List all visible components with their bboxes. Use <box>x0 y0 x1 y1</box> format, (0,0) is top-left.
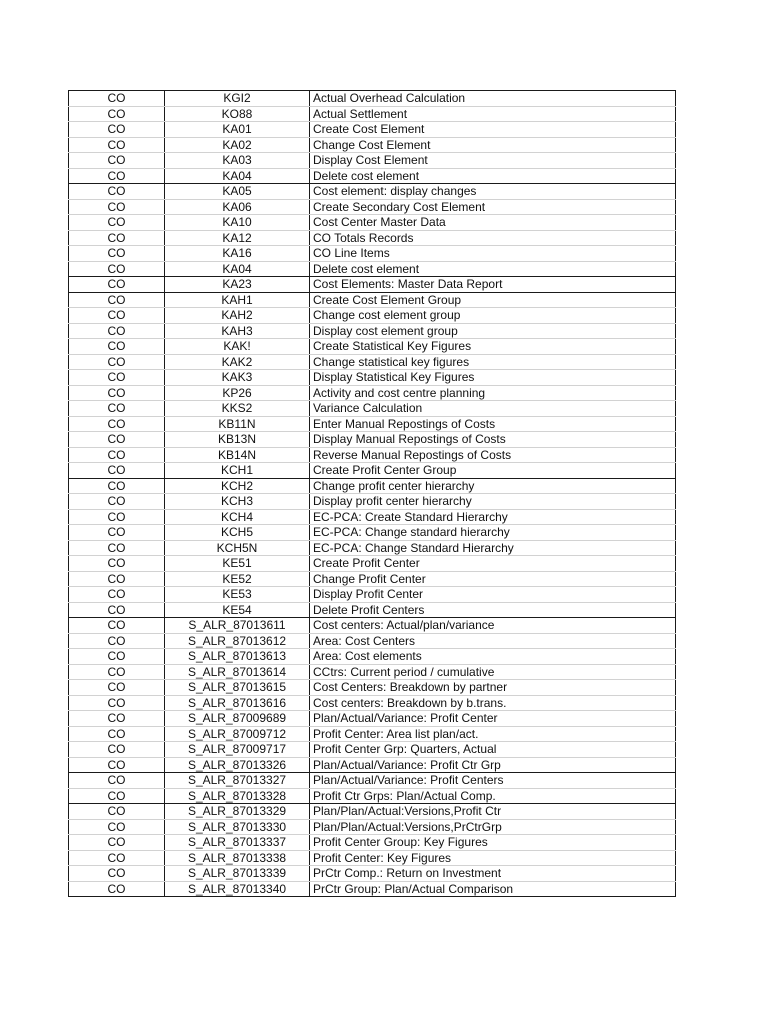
transaction-code-cell: KCH1 <box>165 463 310 479</box>
description-cell: Change cost element group <box>310 308 676 324</box>
module-cell: CO <box>69 618 165 634</box>
module-cell: CO <box>69 168 165 184</box>
table-row <box>69 153 676 169</box>
module-cell: CO <box>69 540 165 556</box>
description-cell: PrCtr Group: Plan/Actual Comparison <box>310 881 676 897</box>
module-cell: CO <box>69 261 165 277</box>
transaction-code-cell: KP26 <box>165 385 310 401</box>
transaction-code-cell: S_ALR_87013330 <box>165 819 310 835</box>
description-cell: Cost centers: Breakdown by b.trans. <box>310 695 676 711</box>
description-cell: PrCtr Comp.: Return on Investment <box>310 866 676 882</box>
table-row <box>69 649 676 665</box>
description-cell: EC-PCA: Create Standard Hierarchy <box>310 509 676 525</box>
description-cell: Change statistical key figures <box>310 354 676 370</box>
table-row <box>69 664 676 680</box>
table-row <box>69 168 676 184</box>
table-row <box>69 509 676 525</box>
transaction-code-cell: KA06 <box>165 199 310 215</box>
module-cell: CO <box>69 385 165 401</box>
module-cell: CO <box>69 509 165 525</box>
description-cell: Variance Calculation <box>310 401 676 417</box>
transaction-code-cell: KAH3 <box>165 323 310 339</box>
table-row <box>69 385 676 401</box>
transaction-code-cell: S_ALR_87013327 <box>165 773 310 789</box>
description-cell: CO Line Items <box>310 246 676 262</box>
description-cell: Cost Elements: Master Data Report <box>310 277 676 293</box>
table-row <box>69 633 676 649</box>
description-cell: Display Profit Center <box>310 587 676 603</box>
transaction-code-cell: KAK! <box>165 339 310 355</box>
description-cell: Cost Centers: Breakdown by partner <box>310 680 676 696</box>
table-row <box>69 230 676 246</box>
transaction-code-table <box>68 90 676 897</box>
transaction-code-cell: S_ALR_87013616 <box>165 695 310 711</box>
description-cell: CO Totals Records <box>310 230 676 246</box>
module-cell: CO <box>69 246 165 262</box>
module-cell: CO <box>69 804 165 820</box>
description-cell: Area: Cost elements <box>310 649 676 665</box>
description-cell: Enter Manual Repostings of Costs <box>310 416 676 432</box>
description-cell: Create Secondary Cost Element <box>310 199 676 215</box>
table-row <box>69 463 676 479</box>
transaction-code-cell: KB13N <box>165 432 310 448</box>
module-cell: CO <box>69 695 165 711</box>
transaction-code-cell: S_ALR_87009717 <box>165 742 310 758</box>
module-cell: CO <box>69 199 165 215</box>
transaction-code-cell: KA16 <box>165 246 310 262</box>
table-row <box>69 571 676 587</box>
transaction-code-cell: KCH5 <box>165 525 310 541</box>
description-cell: Create Profit Center Group <box>310 463 676 479</box>
module-cell: CO <box>69 370 165 386</box>
transaction-code-cell: KGI2 <box>165 91 310 107</box>
transaction-code-cell: KAK3 <box>165 370 310 386</box>
table-row <box>69 773 676 789</box>
table-row <box>69 91 676 107</box>
module-cell: CO <box>69 664 165 680</box>
module-cell: CO <box>69 106 165 122</box>
module-cell: CO <box>69 277 165 293</box>
table-row <box>69 261 676 277</box>
table-row <box>69 850 676 866</box>
table-row <box>69 277 676 293</box>
transaction-code-cell: S_ALR_87013329 <box>165 804 310 820</box>
module-cell: CO <box>69 819 165 835</box>
table-row <box>69 215 676 231</box>
module-cell: CO <box>69 556 165 572</box>
module-cell: CO <box>69 711 165 727</box>
transaction-code-cell: KB11N <box>165 416 310 432</box>
table-row <box>69 292 676 308</box>
table-row <box>69 881 676 897</box>
module-cell: CO <box>69 478 165 494</box>
description-cell: Profit Center: Key Figures <box>310 850 676 866</box>
table-row <box>69 602 676 618</box>
table-row <box>69 401 676 417</box>
transaction-code-cell: KA04 <box>165 261 310 277</box>
description-cell: Display cost element group <box>310 323 676 339</box>
description-cell: Profit Center: Area list plan/act. <box>310 726 676 742</box>
description-cell: Plan/Actual/Variance: Profit Centers <box>310 773 676 789</box>
table-row <box>69 711 676 727</box>
description-cell: Area: Cost Centers <box>310 633 676 649</box>
description-cell: Create Statistical Key Figures <box>310 339 676 355</box>
transaction-code-cell: KCH5N <box>165 540 310 556</box>
module-cell: CO <box>69 587 165 603</box>
module-cell: CO <box>69 649 165 665</box>
table-row <box>69 556 676 572</box>
description-cell: Plan/Actual/Variance: Profit Center <box>310 711 676 727</box>
transaction-code-cell: KAK2 <box>165 354 310 370</box>
table-row <box>69 680 676 696</box>
transaction-code-cell: KE54 <box>165 602 310 618</box>
description-cell: Create Profit Center <box>310 556 676 572</box>
table-row <box>69 246 676 262</box>
transaction-code-cell: KE52 <box>165 571 310 587</box>
table-row <box>69 788 676 804</box>
description-cell: Change Profit Center <box>310 571 676 587</box>
description-cell: Change profit center hierarchy <box>310 478 676 494</box>
table-row <box>69 540 676 556</box>
table-row <box>69 757 676 773</box>
module-cell: CO <box>69 525 165 541</box>
transaction-code-cell: KO88 <box>165 106 310 122</box>
table-row <box>69 370 676 386</box>
transaction-code-cell: S_ALR_87013613 <box>165 649 310 665</box>
transaction-code-cell: S_ALR_87013614 <box>165 664 310 680</box>
table-row <box>69 199 676 215</box>
description-cell: Cost Center Master Data <box>310 215 676 231</box>
module-cell: CO <box>69 230 165 246</box>
transaction-code-cell: KA04 <box>165 168 310 184</box>
description-cell: EC-PCA: Change standard hierarchy <box>310 525 676 541</box>
description-cell: Actual Overhead Calculation <box>310 91 676 107</box>
table-row <box>69 432 676 448</box>
description-cell: Cost centers: Actual/plan/variance <box>310 618 676 634</box>
module-cell: CO <box>69 835 165 851</box>
transaction-code-cell: KCH2 <box>165 478 310 494</box>
module-cell: CO <box>69 416 165 432</box>
table-row <box>69 122 676 138</box>
transaction-code-cell: S_ALR_87013326 <box>165 757 310 773</box>
module-cell: CO <box>69 339 165 355</box>
table-row <box>69 587 676 603</box>
module-cell: CO <box>69 866 165 882</box>
module-cell: CO <box>69 323 165 339</box>
module-cell: CO <box>69 742 165 758</box>
table-row <box>69 447 676 463</box>
transaction-code-cell: S_ALR_87009689 <box>165 711 310 727</box>
module-cell: CO <box>69 91 165 107</box>
transaction-code-cell: KA23 <box>165 277 310 293</box>
transaction-code-cell: KA02 <box>165 137 310 153</box>
transaction-code-cell: S_ALR_87013611 <box>165 618 310 634</box>
module-cell: CO <box>69 633 165 649</box>
transaction-code-cell: KA10 <box>165 215 310 231</box>
transaction-code-cell: S_ALR_87009712 <box>165 726 310 742</box>
transaction-code-cell: KA01 <box>165 122 310 138</box>
description-cell: Reverse Manual Repostings of Costs <box>310 447 676 463</box>
transaction-code-table-container <box>68 90 676 897</box>
description-cell: Display Manual Repostings of Costs <box>310 432 676 448</box>
table-row <box>69 339 676 355</box>
module-cell: CO <box>69 680 165 696</box>
table-row <box>69 618 676 634</box>
transaction-code-cell: KA05 <box>165 184 310 200</box>
description-cell: Delete cost element <box>310 168 676 184</box>
module-cell: CO <box>69 602 165 618</box>
module-cell: CO <box>69 494 165 510</box>
table-row <box>69 866 676 882</box>
table-row <box>69 695 676 711</box>
description-cell: Create Cost Element Group <box>310 292 676 308</box>
description-cell: EC-PCA: Change Standard Hierarchy <box>310 540 676 556</box>
transaction-code-cell: S_ALR_87013328 <box>165 788 310 804</box>
table-row <box>69 835 676 851</box>
description-cell: Plan/Plan/Actual:Versions,Profit Ctr <box>310 804 676 820</box>
table-row <box>69 819 676 835</box>
description-cell: Plan/Actual/Variance: Profit Ctr Grp <box>310 757 676 773</box>
module-cell: CO <box>69 292 165 308</box>
module-cell: CO <box>69 726 165 742</box>
module-cell: CO <box>69 757 165 773</box>
table-row <box>69 184 676 200</box>
module-cell: CO <box>69 881 165 897</box>
module-cell: CO <box>69 773 165 789</box>
module-cell: CO <box>69 153 165 169</box>
transaction-code-cell: S_ALR_87013339 <box>165 866 310 882</box>
description-cell: Plan/Plan/Actual:Versions,PrCtrGrp <box>310 819 676 835</box>
table-row <box>69 137 676 153</box>
transaction-code-cell: S_ALR_87013337 <box>165 835 310 851</box>
module-cell: CO <box>69 354 165 370</box>
table-row <box>69 525 676 541</box>
description-cell: Display profit center hierarchy <box>310 494 676 510</box>
table-row <box>69 804 676 820</box>
transaction-code-table-body <box>69 91 676 897</box>
description-cell: Profit Center Grp: Quarters, Actual <box>310 742 676 758</box>
module-cell: CO <box>69 184 165 200</box>
module-cell: CO <box>69 401 165 417</box>
module-cell: CO <box>69 137 165 153</box>
transaction-code-cell: KAH1 <box>165 292 310 308</box>
module-cell: CO <box>69 788 165 804</box>
table-row <box>69 308 676 324</box>
module-cell: CO <box>69 308 165 324</box>
table-row <box>69 742 676 758</box>
table-row <box>69 478 676 494</box>
description-cell: Create Cost Element <box>310 122 676 138</box>
description-cell: CCtrs: Current period / cumulative <box>310 664 676 680</box>
transaction-code-cell: KE51 <box>165 556 310 572</box>
transaction-code-cell: KE53 <box>165 587 310 603</box>
module-cell: CO <box>69 463 165 479</box>
transaction-code-cell: KAH2 <box>165 308 310 324</box>
transaction-code-cell: S_ALR_87013615 <box>165 680 310 696</box>
module-cell: CO <box>69 215 165 231</box>
transaction-code-cell: KCH4 <box>165 509 310 525</box>
description-cell: Delete cost element <box>310 261 676 277</box>
transaction-code-cell: KA03 <box>165 153 310 169</box>
module-cell: CO <box>69 432 165 448</box>
transaction-code-cell: KA12 <box>165 230 310 246</box>
description-cell: Profit Center Group: Key Figures <box>310 835 676 851</box>
table-row <box>69 106 676 122</box>
description-cell: Actual Settlement <box>310 106 676 122</box>
transaction-code-cell: S_ALR_87013338 <box>165 850 310 866</box>
module-cell: CO <box>69 122 165 138</box>
description-cell: Display Statistical Key Figures <box>310 370 676 386</box>
transaction-code-cell: S_ALR_87013612 <box>165 633 310 649</box>
transaction-code-cell: KB14N <box>165 447 310 463</box>
module-cell: CO <box>69 571 165 587</box>
transaction-code-cell: S_ALR_87013340 <box>165 881 310 897</box>
transaction-code-cell: KCH3 <box>165 494 310 510</box>
table-row <box>69 354 676 370</box>
description-cell: Cost element: display changes <box>310 184 676 200</box>
transaction-code-cell: KKS2 <box>165 401 310 417</box>
description-cell: Activity and cost centre planning <box>310 385 676 401</box>
module-cell: CO <box>69 447 165 463</box>
description-cell: Delete Profit Centers <box>310 602 676 618</box>
description-cell: Change Cost Element <box>310 137 676 153</box>
description-cell: Display Cost Element <box>310 153 676 169</box>
table-row <box>69 494 676 510</box>
table-row <box>69 323 676 339</box>
module-cell: CO <box>69 850 165 866</box>
table-row <box>69 416 676 432</box>
table-row <box>69 726 676 742</box>
description-cell: Profit Ctr Grps: Plan/Actual Comp. <box>310 788 676 804</box>
